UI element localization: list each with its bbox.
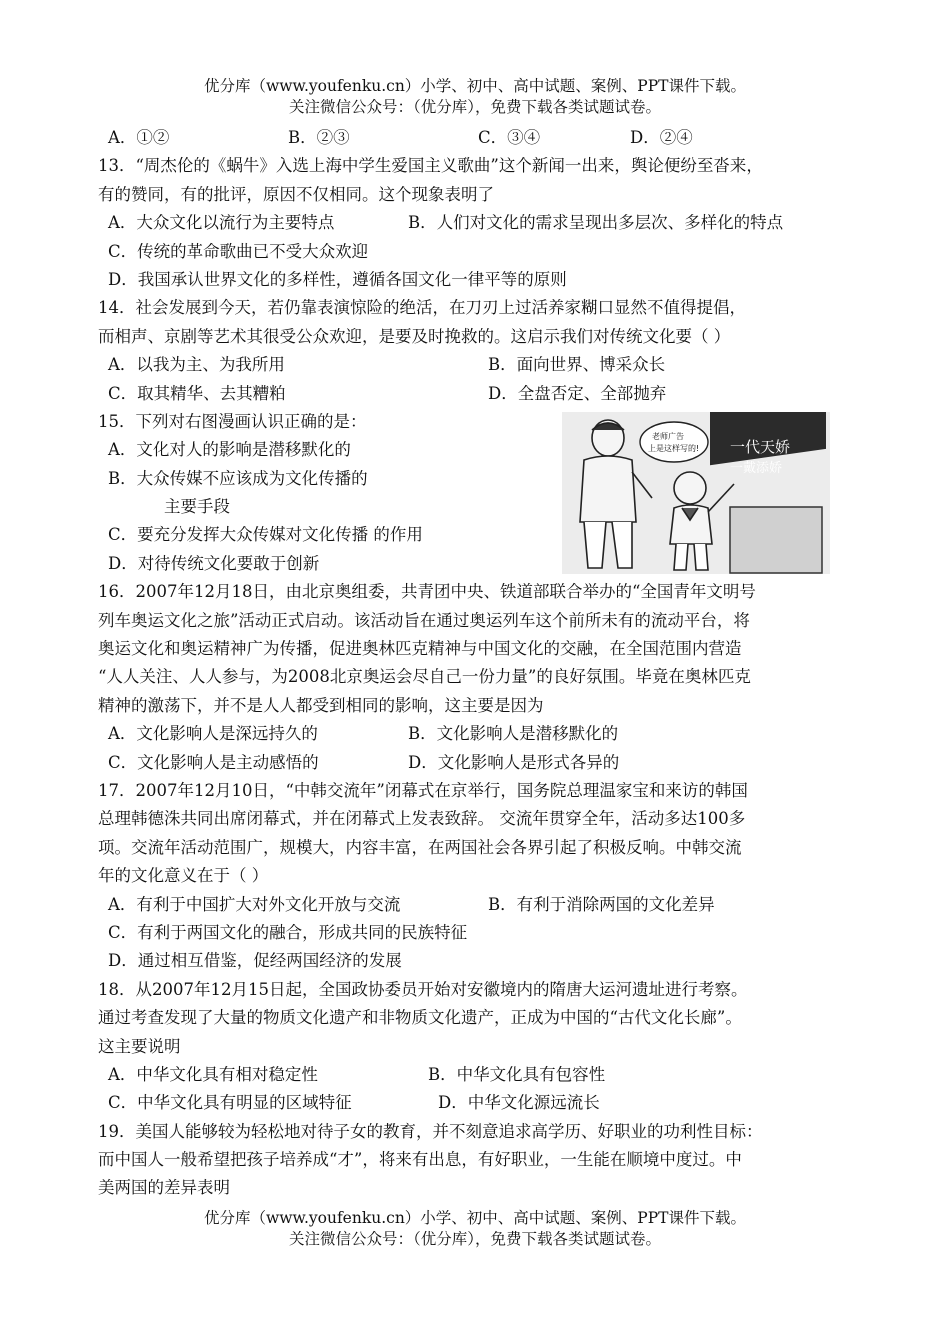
question-content [98,124,858,1203]
q15-option-d[interactable]: D．对待传统文化要敢于创新 [108,553,320,573]
q12-option-b[interactable]: B．②③ [288,128,350,147]
q12-option-d[interactable]: D．②④ [630,128,693,147]
q14-options-row-1 [98,351,858,379]
bubble-text-2: 上是这样写的! [648,444,700,453]
q16-options-row-2 [98,749,858,777]
q16-stem-line-1: 16．2007年12月18日，由北京奥组委，共青团中央、铁道部联合举办的“全国青年文明号 [98,582,756,602]
q13-option-d[interactable]: D．我国承认世界文化的多样性，遵循各国文化一律平等的原则 [108,269,567,289]
q13-options-row-1 [98,209,858,237]
q17-option-d[interactable]: D．通过相互借鉴，促经两国经济的发展 [108,951,402,971]
q15-option-a[interactable]: A．文化对人的影响是潜移默化的 [108,440,351,460]
sign-text-2: 一戴添娇 [730,461,783,476]
q16-stem-line-3: 奥运文化和奥运精神广为传播，促进奥林匹克精神与中国文化的交融，在全国范围内营造 [98,639,742,659]
q18-stem-line-1: 18．从2007年12月15日起，全国政协委员开始对安徽境内的隋唐大运河遗址进行考察。 [98,979,748,999]
q16-option-c[interactable]: C．文化影响人是主动感悟的 [108,752,319,772]
cartoon-speech-bubble [640,422,708,462]
q15-option-c[interactable]: C．要充分发挥大众传媒对文化传播 的作用 [108,525,423,545]
cartoon-desk [730,507,822,573]
q14-stem-line-2: 而相声、京剧等艺术其很受公众欢迎，是要及时挽救的。这启示我们对传统文化要（ ） [98,326,731,346]
q12-option-c[interactable]: C．③④ [478,128,541,147]
q16-stem-line-5: 精神的激荡下，并不是人人都受到相同的影响，这主要是因为 [98,695,544,715]
q13-stem-line-2: 有的赞同，有的批评，原因不仅相同。这个现象表明了 [98,184,494,204]
q16-option-a[interactable]: A．文化影响人是深远持久的 [108,724,318,744]
q13-option-a[interactable]: A．大众文化以流行为主要特点 [108,213,335,233]
q14-option-b[interactable]: B．面向世界、博采众长 [488,355,666,375]
q18-option-a[interactable]: A．中华文化具有相对稳定性 [108,1064,318,1084]
footer-line-1: 优分库（www.youfenku.cn）小学、初中、高中试题、案例、PPT课件下载。 [203,1209,747,1227]
q15-stem: 15．下列对右图漫画认识正确的是： [98,411,367,431]
q17-stem-line-1: 17．2007年12月10日，“中韩交流年”闭幕式在京举行，国务院总理温家宝和来访的韩国 [98,780,748,800]
q18-option-b[interactable]: B．中华文化具有包容性 [428,1064,606,1084]
q18-options-row-1 [98,1061,858,1089]
q14-option-c[interactable]: C．取其精华、去其糟粕 [108,383,286,403]
q14-options-row-2 [98,380,858,408]
q17-option-c[interactable]: C．有利于两国文化的融合，形成共同的民族特征 [108,922,468,942]
q17-options-row-1 [98,891,858,919]
q16-options-row-1 [98,720,858,748]
page-footer [0,1208,950,1250]
page-header [0,76,950,118]
q18-stem-line-2: 通过考查发现了大量的物质文化遗产和非物质文化遗产，正成为中国的“古代文化长廊”。 [98,1008,742,1028]
q18-option-c[interactable]: C．中华文化具有明显的区域特征 [108,1093,352,1113]
header-line-2: 关注微信公众号：（优分库），免费下载各类试题试卷。 [288,98,661,116]
q12-option-a[interactable]: A．①② [108,128,170,147]
q18-stem-line-3: 这主要说明 [98,1036,181,1056]
q17-option-a[interactable]: A．有利于中国扩大对外文化开放与交流 [108,894,401,914]
q14-option-d[interactable]: D．全盘否定、全部抛弃 [488,383,667,403]
q19-stem-line-2: 而中国人一般希望把孩子培养成“才”，将来有出息，有好职业，一生能在顺境中度过。中 [98,1150,742,1170]
q15-option-b[interactable]: B．大众传媒不应该成为文化传播的 [108,468,368,488]
q16-option-b[interactable]: B．文化影响人是潜移默化的 [408,724,619,744]
q19-stem-line-3: 美两国的差异表明 [98,1178,230,1198]
q18-options-row-2 [98,1089,858,1117]
q18-option-d[interactable]: D．中华文化源远流长 [438,1093,600,1113]
bubble-text-1: 老师广告 [652,432,684,441]
q16-option-d[interactable]: D．文化影响人是形式各异的 [408,752,620,772]
q15-option-b-continued: 主要手段 [164,497,230,517]
q14-option-a[interactable]: A．以我为主、为我所用 [108,355,285,375]
q17-option-b[interactable]: B．有利于消除两国的文化差异 [488,894,715,914]
q15-cartoon-image [562,412,830,574]
q17-stem-line-2: 总理韩德洙共同出席闭幕式，并在闭幕式上发表致辞。 交流年贯穿全年，活动多达100多 [98,809,746,829]
q14-stem-line-1: 14．社会发展到今天，若仍靠表演惊险的绝活，在刀刃上过活养家糊口显然不值得提倡， [98,298,746,318]
q12-options [98,124,858,152]
sign-text-1: 一代天娇 [730,438,791,456]
q16-stem-line-2: 列车奥运文化之旅”活动正式启动。该活动旨在通过奥运列车这个前所未有的流动平台，将 [98,610,750,630]
q16-stem-line-4: “人人关注、人人参与，为2008北京奥运会尽自己一份力量”的良好氛围。毕竟在奥林匹克 [98,667,751,687]
footer-line-2: 关注微信公众号：（优分库），免费下载各类试题试卷。 [288,1230,661,1248]
q17-stem-line-3: 项。交流年活动范围广，规模大，内容丰富，在两国社会各界引起了积极反响。中韩交流 [98,837,742,857]
q17-stem-line-4: 年的文化意义在于（ ） [98,866,269,886]
q19-stem-line-1: 19．美国人能够较为轻松地对待子女的教育，并不刻意追求高学历、好职业的功利性目标： [98,1121,763,1141]
q13-option-b[interactable]: B．人们对文化的需求呈现出多层次、多样化的特点 [408,213,784,233]
q13-stem-line-1: 13．“周杰伦的《蜗牛》入选上海中学生爱国主义歌曲”这个新闻一出来，舆论便纷至沓来， [98,156,763,176]
header-line-1: 优分库（www.youfenku.cn）小学、初中、高中试题、案例、PPT课件下载。 [203,77,747,95]
q13-option-c[interactable]: C．传统的革命歌曲已不受大众欢迎 [108,241,369,261]
